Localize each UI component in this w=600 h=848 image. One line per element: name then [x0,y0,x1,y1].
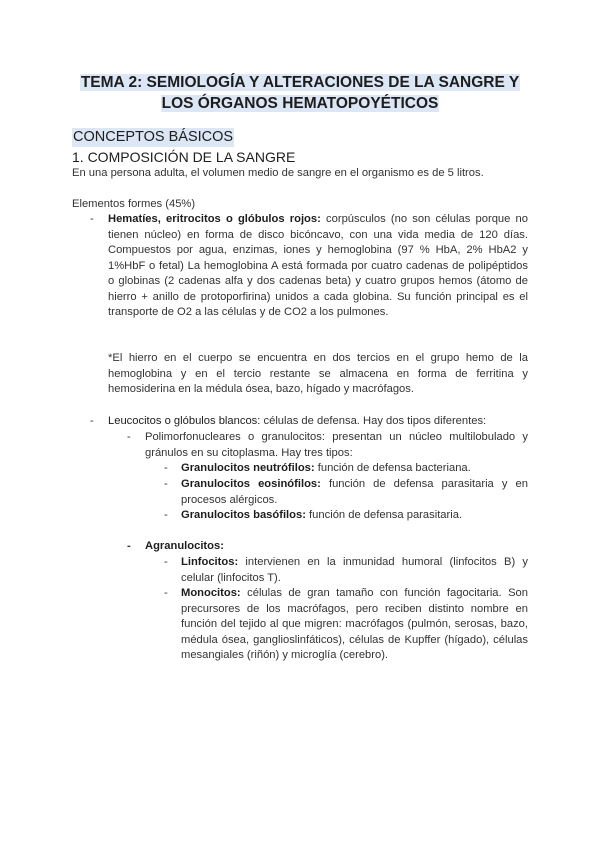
bullet-dash: - [164,556,168,568]
title-line-2: LOS ÓRGANOS HEMATOPOYÉTICOS [161,95,439,112]
bullet-dash: - [90,213,94,225]
granulocito-term: Granulocitos eosinófilos: [181,478,321,490]
granulocito-text: función de defensa parasitaria y en procesos alérgicos. [181,478,528,506]
granulocito-text: función de defensa bacteriana. [314,462,471,474]
section-heading: CONCEPTOS BÁSICOS [73,129,234,145]
agranulocito-term: Linfocitos: [181,556,239,568]
formed-elements-heading: Elementos formes (45%) [72,198,196,210]
bullet-dash: - [164,509,168,521]
granulocito-term: Granulocitos neutrófilos: [181,462,315,474]
polimorfonucleares-paragraph: Polimorfonucleares o granulocitos: presentan un núcleo multilobulado y gránulos en su citoplasma. Hay tres tipos: [145,431,528,459]
leucocitos-text: células de defensa. Hay dos tipos diferentes: [260,415,487,427]
leucocitos-term: Leucocitos o glóbulos blancos: [108,415,261,427]
bullet-dash: - [127,431,131,443]
bullet-dash: - [164,478,168,490]
agranulocito-item [181,586,528,664]
granulocito-text: función de defensa parasitaria. [305,509,463,521]
granulocito-item [181,508,528,524]
granulocito-item [181,477,528,508]
agranulocitos-heading [145,539,528,555]
hematies-text: corpúsculos (no son células porque no tienen núcleo) en forma de disco bicóncavo, con una vida media de 120 días. Compuestos por agua, enzimas, iones y hemoglobina (97 % HbA, 2% HbA2 y 1%HbF o fetal) La hemoglobina A está formada por cuatro cadenas de polipéptidos o globinas (2 cadenas alfa y dos cadenas beta) y cuatro grupos hemos (átomo de hierro + anillo de protoporfirina) unidos a cada globina. Su función principal es el transporte de O2 a las células y de CO2 a los pulmones. [108,213,528,318]
document-title [60,72,540,114]
bullet-dash: - [90,415,94,427]
bullet-dash: - [164,462,168,474]
hematies-term: Hematíes, eritrocitos o glóbulos rojos: [108,213,321,225]
intro-paragraph: En una persona adulta, el volumen medio de sangre en el organismo es de 5 litros. [72,167,484,179]
granulocito-item [181,461,528,477]
agranulocito-text: intervienen en la inmunidad humoral (linfocitos B) y celular (linfocitos T). [181,556,528,584]
leucocitos-paragraph [108,414,528,430]
agranulocito-term: Monocitos: [181,587,241,599]
title-line-1: TEMA 2: SEMIOLOGÍA Y ALTERACIONES DE LA SANGRE Y [80,74,520,91]
bullet-dash: - [164,587,168,599]
agranulocito-item [181,555,528,586]
agranulocito-text: células de gran tamaño con función fagocitaria. Son precursores de los macrófagos, pero reciben distinto nombre en función del tejido al que migren: macrófagos (pulmón, serosas, bazo, médula ósea, ganglioslinfáticos), células de Kupffer (hígado), células mesangiales (riñón) y microglía (cerebro). [181,587,528,661]
iron-note: *El hierro en el cuerpo se encuentra en dos tercios en el grupo hemo de la hemoglobina y en el tercio restante se almacena en forma de ferritina y hemosiderina en la médula ósea, bazo, hígado y macrófagos. [108,352,528,395]
subsection-heading: 1. COMPOSICIÓN DE LA SANGRE [72,149,296,165]
hematies-paragraph [108,212,528,321]
bullet-dash: - [127,540,131,552]
granulocito-term: Granulocitos basófilos: [181,509,306,521]
agranulocitos-term: Agranulocitos: [145,540,224,552]
